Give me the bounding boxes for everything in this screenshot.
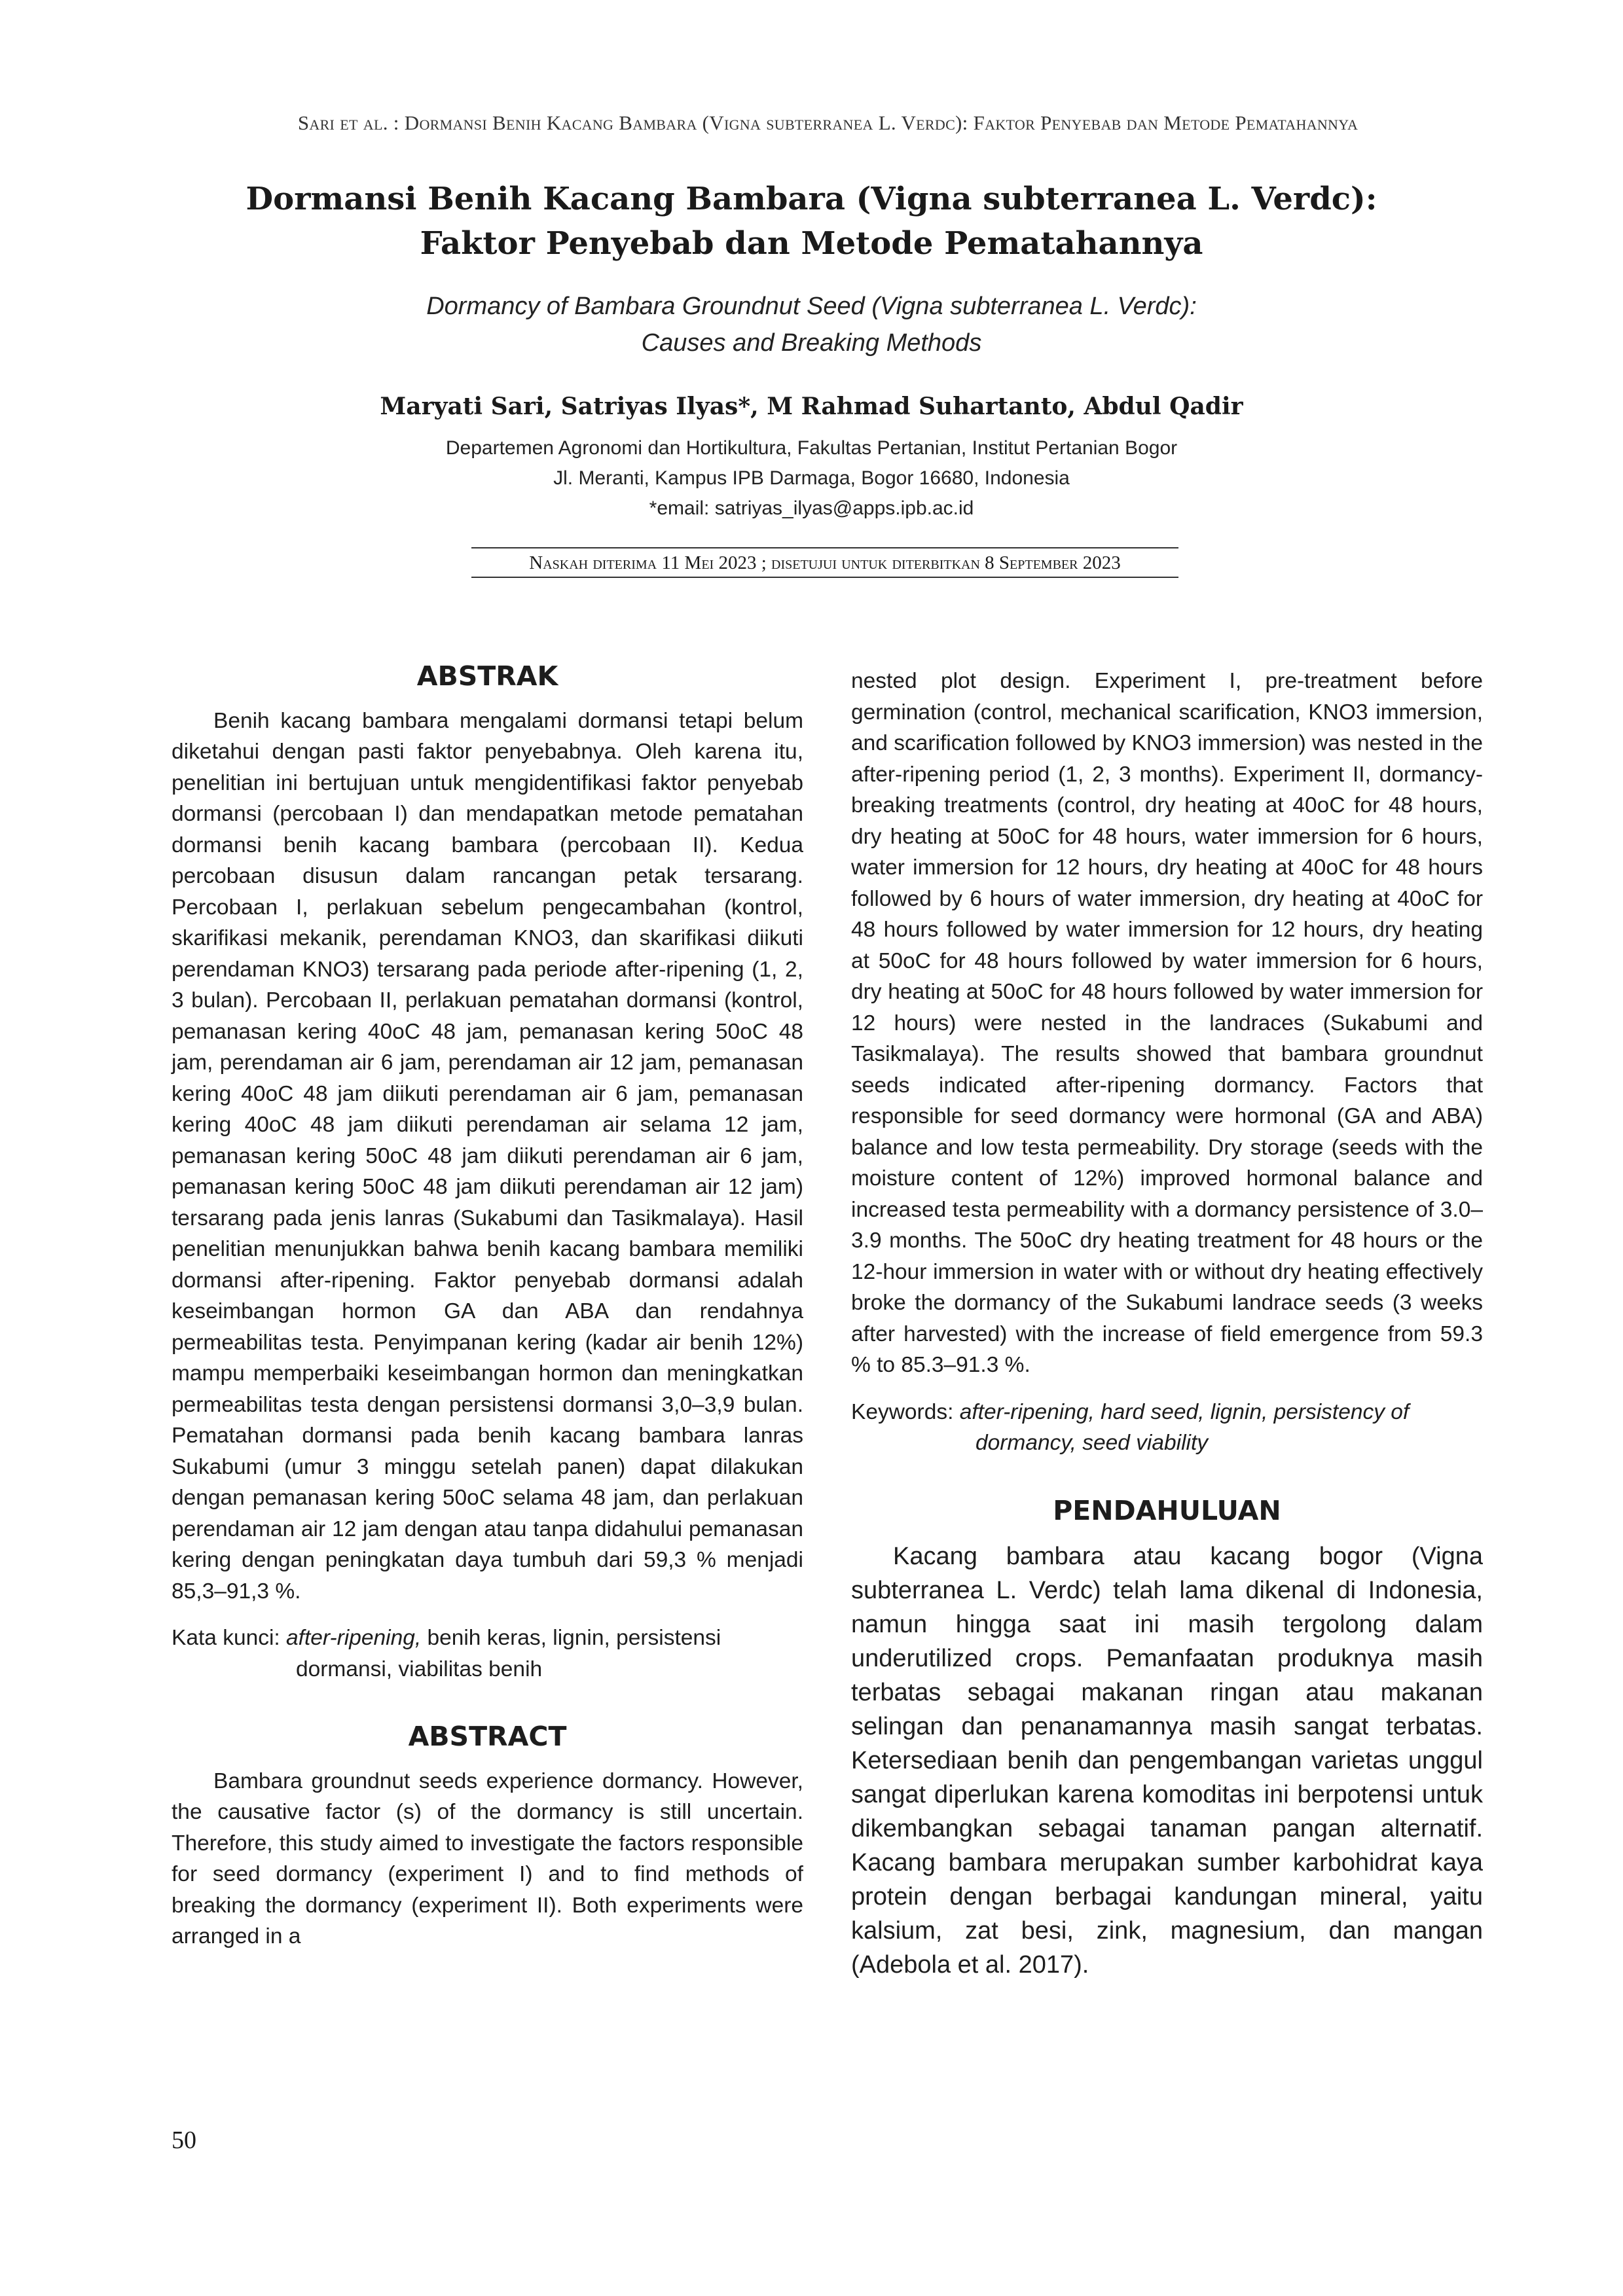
running-head: Sari et al. : Dormansi Benih Kacang Bambara (Vigna subterranea L. Verdc): Faktor Penyebab dan Metode Pematahannya xyxy=(297,111,1359,134)
title-line-1: Dormansi Benih Kacang Bambara (Vigna subterranea L. Verdc): xyxy=(246,181,1377,217)
corresponding-email[interactable]: *email: satriyas_ilyas@apps.ipb.ac.id xyxy=(649,497,974,519)
keywords-text: after-ripening, hard seed, lignin, persistency of dormancy, seed viability xyxy=(959,1399,1410,1455)
title-line-2: Faktor Penyebab dan Metode Pematahannya xyxy=(420,225,1203,262)
author-list: Maryati Sari, Satriyas Ilyas*, M Rahmad Suhartanto, Abdul Qadir xyxy=(380,393,1243,420)
paper-title xyxy=(196,177,1427,266)
english-title-line-2: Causes and Breaking Methods xyxy=(641,329,982,357)
abstract-body-right: nested plot design. Experiment I, pre-treatment before germination (control, mechanical scarification, KNO3 immersion, and scarification followed by KNO3 immersion) was nested in the after-ripening period (1, 2, 3 months). Experiment II, dormancy-breaking treatments (control, dry heating at 40oC for 48 hours, dry heating at 50oC for 48 hours, water immersion for 6 hours, water immersion for 12 hours, dry heating at 40oC for 48 hours followed by 6 hours of water immersion, dry heating at 40oC for 48 hours followed by water immersion for 12 hours, dry heating at 50oC for 48 hours followed by water immersion for 6 hours, dry heating at 50oC for 48 hours followed by water immersion for 12 hours) were nested in the landraces (Sukabumi and Tasikmalaya). The results showed that bambara groundnut seeds indicated after-ripening dormancy. Factors that responsible for seed dormancy were hormonal (GA and ABA) balance and low testa permeability. Dry storage (seeds with the moisture content of 12%) improved hormonal balance and increased testa permeability with a dormancy persistence of 3.0–3.9 months. The 50oC dry heating treatment for 48 hours or the 12-hour immersion in water with or without dry heating effectively broke the dormancy of the Sukabumi landrace seeds (3 weeks after harvested) with the increase of field emergence from 59.3 % to 85.3–91.3 %. xyxy=(851,669,1483,1377)
affiliation-line-2: Jl. Meranti, Kampus IPB Darmaga, Bogor 16680, Indonesia xyxy=(553,467,1070,489)
right-column xyxy=(851,666,1483,1982)
pendahuluan-heading: PENDAHULUAN xyxy=(1053,1494,1281,1526)
page-number: 50 xyxy=(172,2126,196,2154)
pendahuluan-body: Kacang bambara atau kacang bogor (Vigna subterranea L. Verdc) telah lama dikenal di Indonesia, namun hingga saat ini masih tergolong dalam underutilized crops. Pemanfaatan produknya masih terbatas sebagai makanan ringan atau makanan selingan dan penanamannya masih sangat terbatas. Ketersediaan benih dan pengembangan varietas unggul sangat diperlukan karena komoditas ini berpotensi untuk dikembangkan sebagai tanaman pangan alternatif. Kacang bambara merupakan sumber karbohidrat kaya protein dengan berbagai kandungan mineral, yaitu kalsium, zat besi, zink, magnesium, dan mangan (Adebola et al. 2017). xyxy=(851,1543,1483,1979)
received-accepted-dates: Naskah diterima 11 Mei 2023 ; disetujui untuk diterbitkan 8 September 2023 xyxy=(471,547,1178,578)
left-column xyxy=(172,661,803,1952)
kata-kunci-term: after-ripening, xyxy=(286,1626,422,1650)
affiliation-line-1: Departemen Agronomi dan Hortikultura, Fakultas Pertanian, Institut Pertanian Bogor xyxy=(445,437,1178,459)
kata-kunci-rest: benih keras, lignin, persistensi dormansi, viabilitas benih xyxy=(296,1626,721,1681)
keywords-label: Keywords: xyxy=(851,1399,954,1424)
affiliation xyxy=(229,433,1394,524)
abstract-heading: ABSTRACT xyxy=(408,1721,567,1752)
english-title xyxy=(262,288,1361,361)
abstrak-body: Benih kacang bambara mengalami dormansi tetapi belum diketahui dengan pasti faktor penyebabnya. Oleh karena itu, penelitian ini bertujuan untuk mengidentifikasi faktor penyebab dormansi (percobaan I) dan mendapatkan metode pematahan dormansi benih kacang bambara (percobaan II). Kedua percobaan disusun dalam rancangan petak tersarang. Percobaan I, perlakuan sebelum pengecambahan (kontrol, skarifikasi mekanik, perendaman KNO3, dan skarifikasi diikuti perendaman KNO3) tersarang pada periode after-ripening (1, 2, 3 bulan). Percobaan II, perlakuan pematahan dormansi (kontrol, pemanasan kering 40oC 48 jam, pemanasan kering 50oC 48 jam, perendaman air 6 jam, perendaman air 12 jam, pemanasan kering 40oC 48 jam diikuti perendaman air 6 jam, pemanasan kering 40oC 48 jam diikuti perendaman air selama 12 jam, pemanasan kering 50oC 48 jam diikuti perendaman air 6 jam, pemanasan kering 50oC 48 jam diikuti perendaman air 12 jam) tersarang pada jenis lanras (Sukabumi dan Tasikmalaya). Hasil penelitian menunjukkan bahwa benih kacang bambara memiliki dormansi after-ripening. Faktor penyebab dormansi adalah keseimbangan hormon GA dan ABA dan rendahnya permeabilitas testa. Penyimpanan kering (kadar air benih 12%) mampu memperbaiki keseimbangan hormon dan meningkatkan permeabilitas testa dengan persistensi dormansi 3,0–3,9 bulan. Pematahan dormansi pada benih kacang bambara lanras Sukabumi (umur 3 minggu setelah panen) dapat dilakukan dengan pemanasan kering 50oC selama 48 jam, dan perlakuan perendaman air 12 jam dengan atau tanpa didahului pemanasan kering dengan peningkatan daya tumbuh dari 59,3 % menjadi 85,3–91,3 %. xyxy=(172,708,803,1604)
kata-kunci xyxy=(172,1623,803,1685)
english-title-line-1: Dormancy of Bambara Groundnut Seed (Vigna subterranea L. Verdc): xyxy=(426,293,1197,320)
abstract-body-left: Bambara groundnut seeds experience dormancy. However, the causative factor (s) of the dormancy is still uncertain. Therefore, this study aimed to investigate the factors responsible for seed dormancy (experiment I) and to find methods of breaking the dormancy (experiment II). Both experiments were arranged in a xyxy=(172,1768,803,1948)
keywords xyxy=(851,1397,1483,1459)
kata-kunci-label: Kata kunci: xyxy=(172,1626,280,1650)
abstrak-heading: ABSTRAK xyxy=(416,660,558,692)
